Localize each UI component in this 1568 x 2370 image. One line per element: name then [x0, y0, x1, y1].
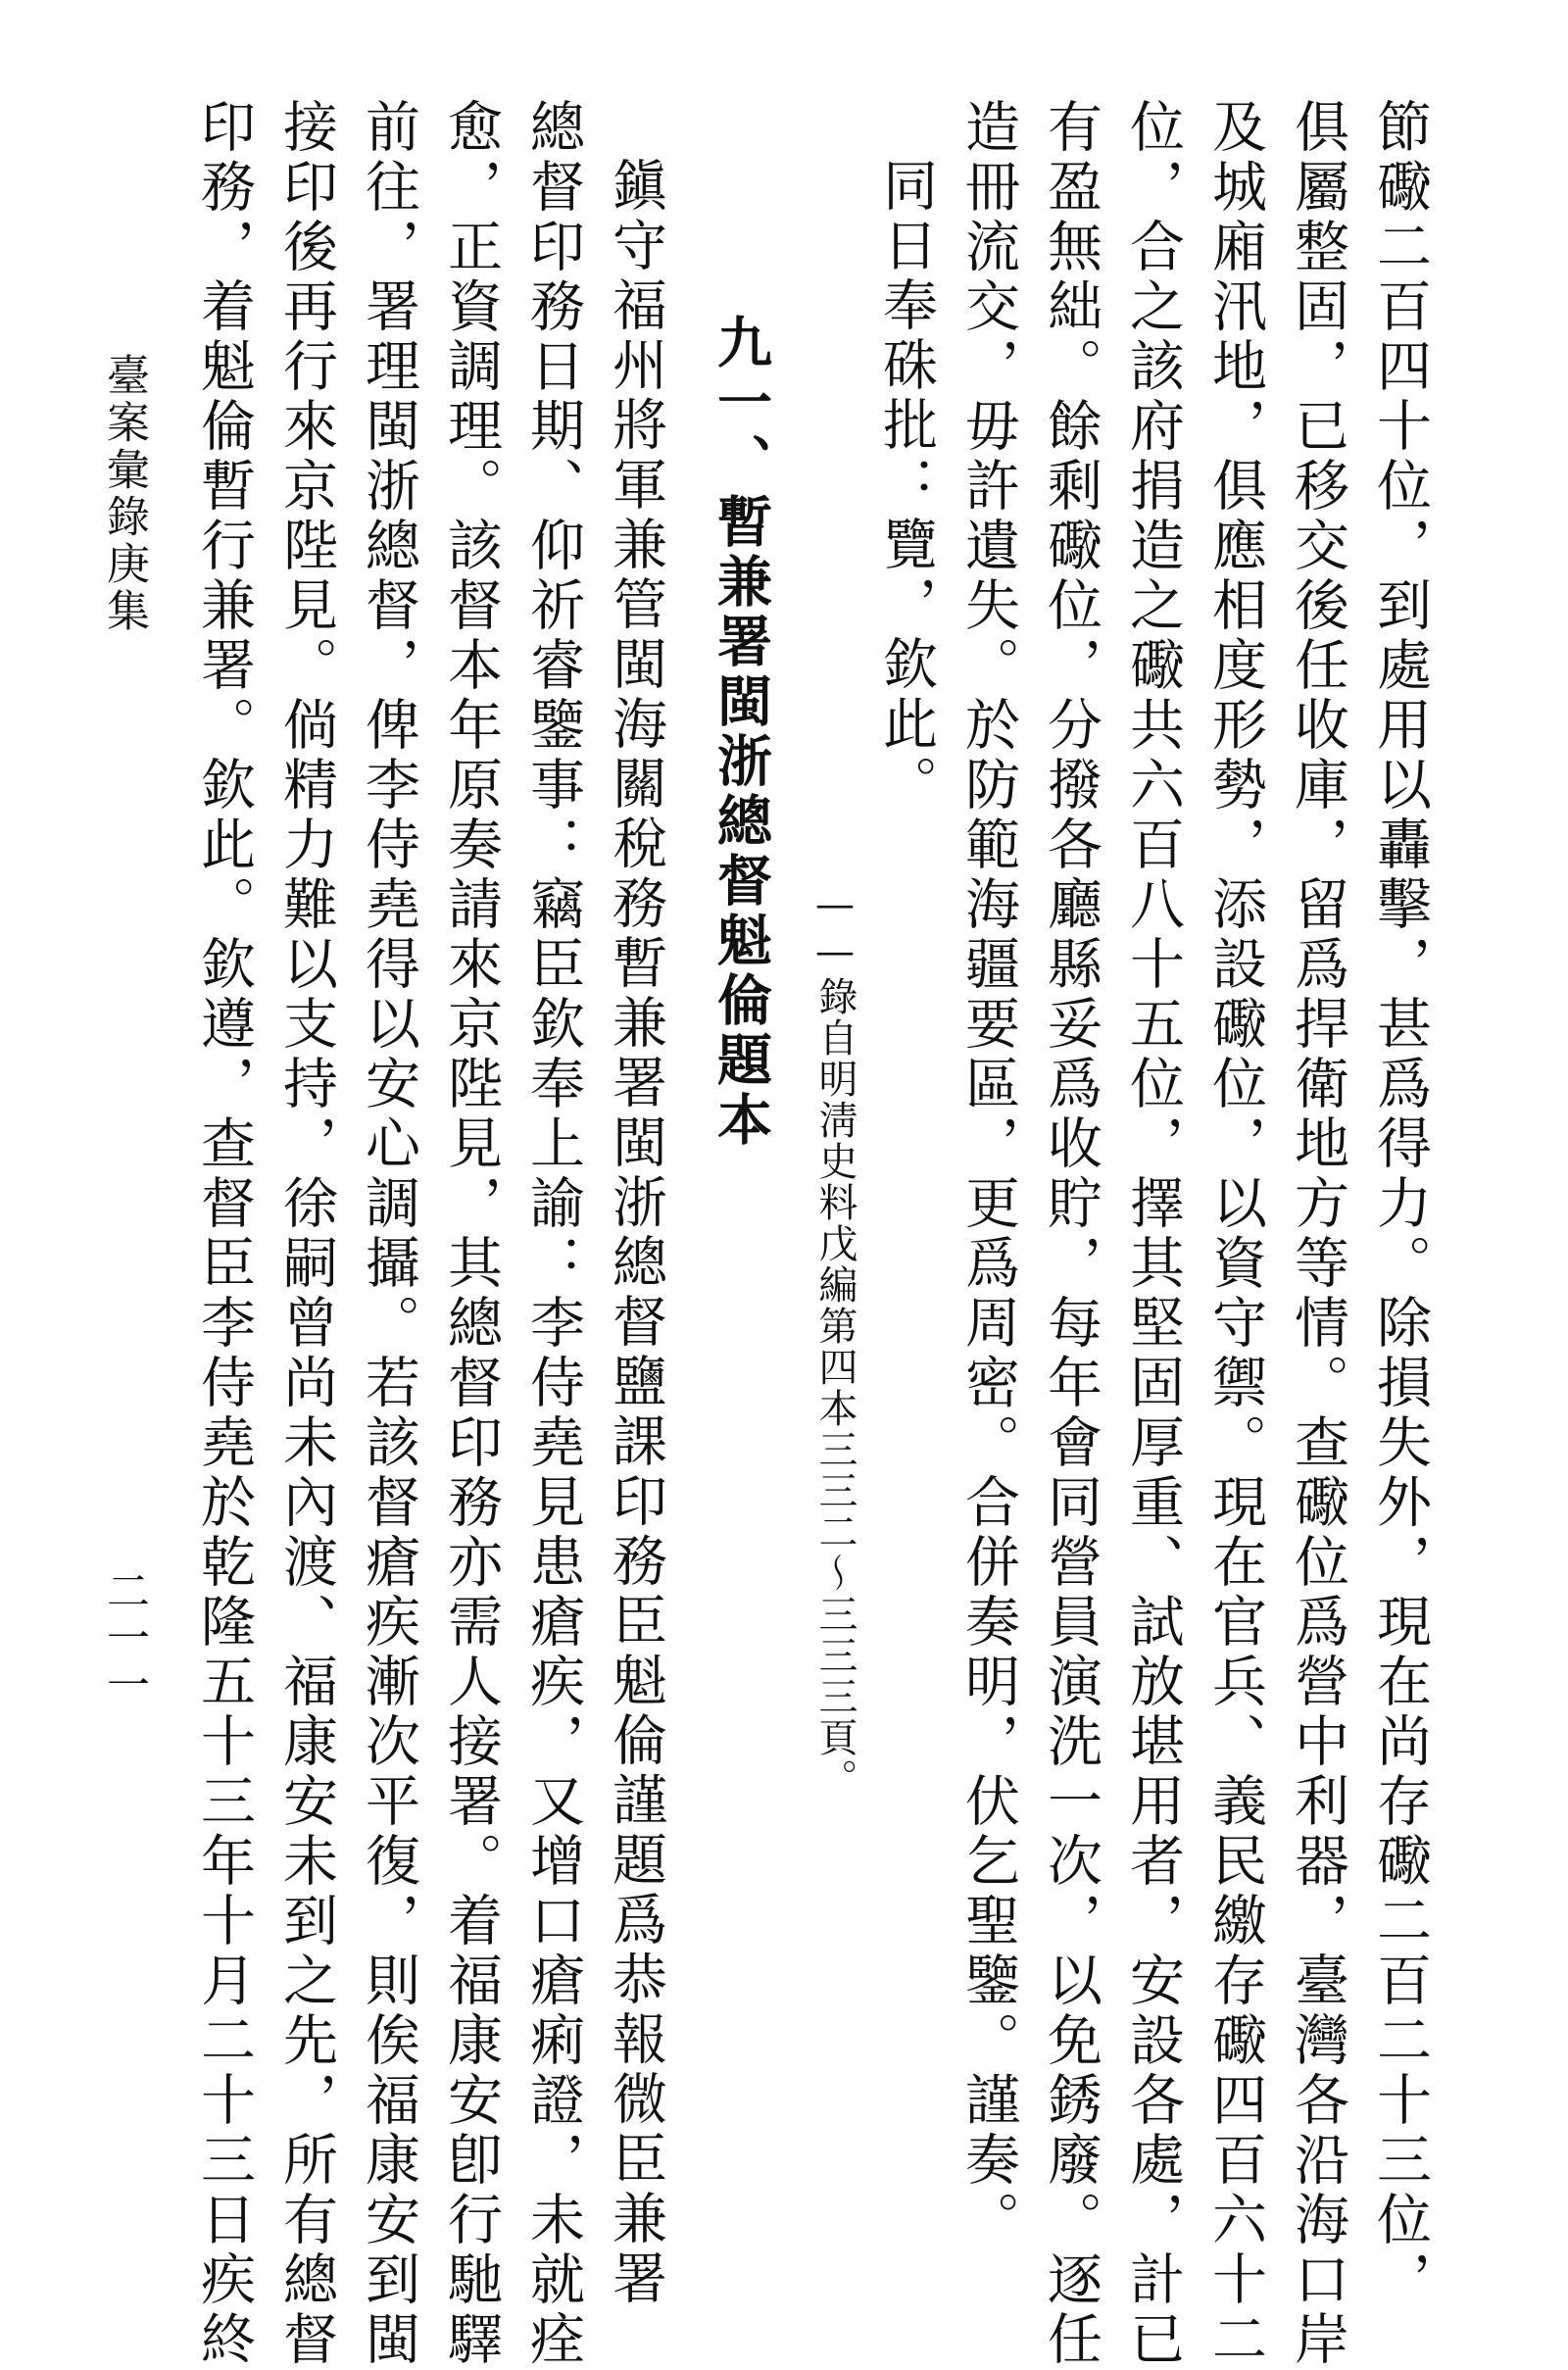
section-title: 九一、暫兼署閩浙總督魁倫題本: [709, 314, 773, 1151]
book-title: 臺案彙錄庚集: [99, 353, 149, 635]
body-line-3: 及城廂汛地，俱應相度形勢，添設礮位，以資守禦。現在官兵、義民繳存礮四百六十二: [1203, 98, 1267, 2370]
section-line-4: 前往，署理閩浙總督，俾李侍堯得以安心調攝。若該督瘡疾漸次平復，則俟福康安到閩: [357, 98, 420, 2370]
section-line-6: 印務，着魁倫暫行兼署。欽此。欽遵，查督臣李侍堯於乾隆五十三年十月二十三日疾終: [192, 98, 256, 2370]
section-line-5: 接印後再行來京陛見。倘精力難以支持，徐嗣曾尚未內渡、福康安未到之先，所有總督: [274, 98, 338, 2370]
source-note: ——錄自明淸史料戊編第四本三三二～三三三頁。: [812, 882, 858, 1800]
page-number: 二一一: [99, 1568, 149, 1709]
section-line-3: 愈，正資調理。該督本年原奏請來京陛見，其總督印務亦需人接署。着福康安卽行馳驛: [439, 98, 503, 2370]
body-line-2: 俱屬整固，已移交後任收庫，留爲捍衛地方等情。查礮位爲營中利器，臺灣各沿海口岸: [1286, 98, 1349, 2370]
section-line-2: 總督印務日期、仰祈睿鑒事：竊臣欽奉上諭：李侍堯見患瘡疾，又增口瘡痢證，未就痊: [521, 98, 585, 2370]
body-line-5: 有盈無絀。餘剩礮位，分撥各廳縣妥爲收貯，每年會同營員演洗一次，以免銹廢。逐任: [1039, 98, 1102, 2370]
section-line-1: 鎭守福州將軍兼管閩海關稅務暫兼署閩浙總督鹽課印務臣魁倫謹題爲恭報微臣兼署: [604, 157, 667, 2309]
body-line-6: 造冊流交，毋許遺失。於防範海疆要區，更爲周密。合併奏明，伏乞聖鑒。謹奏。: [956, 98, 1020, 2250]
body-line-4: 位，合之該府捐造之礮共六百八十五位，擇其堅固厚重、試放堪用者，安設各處，計已: [1121, 98, 1185, 2370]
body-line-1: 節礮二百四十位，到處用以轟擊，甚爲得力。除損失外，現在尚存礮二百二十三位，: [1368, 98, 1432, 2310]
body-line-7: 同日奉硃批：覽，欽此。: [874, 157, 938, 815]
